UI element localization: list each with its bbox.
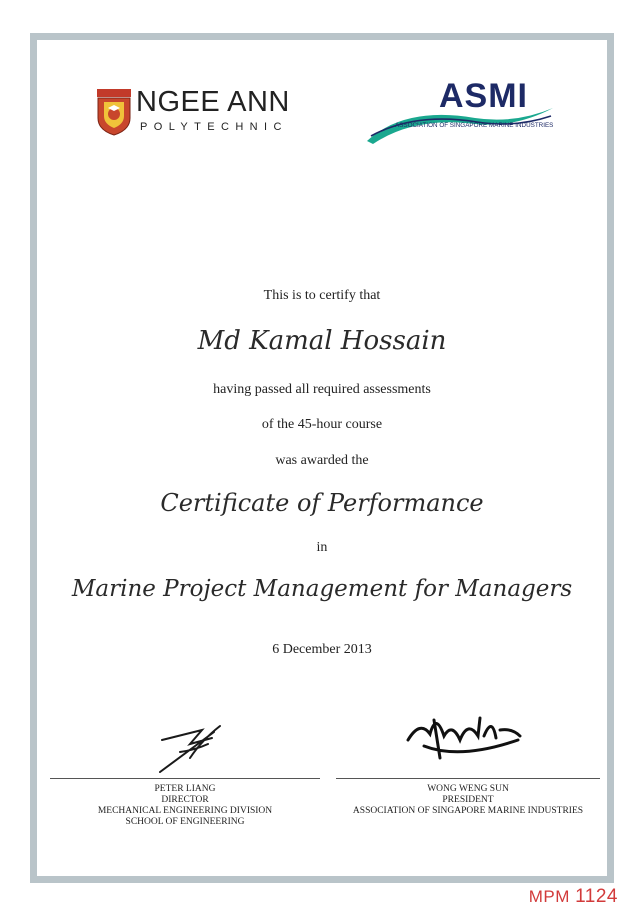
signatory-left-name: PETER LIANG xyxy=(154,784,216,794)
signature-peter-liang xyxy=(150,700,240,780)
signatory-right-unit1: ASSOCIATION OF SINGAPORE MARINE INDUSTRIES xyxy=(352,806,584,816)
asmi-name: ASMI xyxy=(439,77,528,115)
award-date: 6 December 2013 xyxy=(272,642,372,657)
signatory-right-name: WONG WENG SUN xyxy=(427,784,509,794)
signatory-right xyxy=(336,784,600,817)
serial-number: 1124 xyxy=(575,886,618,907)
award-title: Certificate of Performance xyxy=(160,489,484,517)
ngee-ann-crest-icon xyxy=(96,88,132,136)
asmi-logo xyxy=(365,77,565,142)
ngee-ann-logo xyxy=(96,88,316,140)
signatory-left-title: DIRECTOR xyxy=(161,795,209,805)
ngee-ann-subtitle: POLYTECHNIC xyxy=(140,121,288,133)
connector-text: in xyxy=(316,540,328,555)
course-hours-line: of the 45-hour course xyxy=(261,417,383,432)
signature-line-right xyxy=(336,778,600,779)
recipient-name: Md Kamal Hossain xyxy=(197,326,447,356)
signatory-left-unit1: MECHANICAL ENGINEERING DIVISION xyxy=(97,806,273,816)
course-title: Marine Project Management for Managers xyxy=(71,576,573,602)
signatory-left xyxy=(50,784,320,828)
awarded-line: was awarded the xyxy=(275,453,369,468)
ngee-ann-name: NGEE ANN xyxy=(136,86,290,118)
signature-line-left xyxy=(50,778,320,779)
asmi-full-name: ASSOCIATION OF SINGAPORE MARINE INDUSTRIES xyxy=(395,122,554,129)
intro-text: This is to certify that xyxy=(263,288,381,303)
signature-wong-weng-sun xyxy=(400,700,530,780)
signatory-left-unit2: SCHOOL OF ENGINEERING xyxy=(125,817,245,827)
serial-stamp xyxy=(529,886,618,908)
serial-prefix: MPM xyxy=(528,887,570,906)
signatory-right-title: PRESIDENT xyxy=(442,795,494,805)
assessment-line: having passed all required assessments xyxy=(213,382,431,397)
